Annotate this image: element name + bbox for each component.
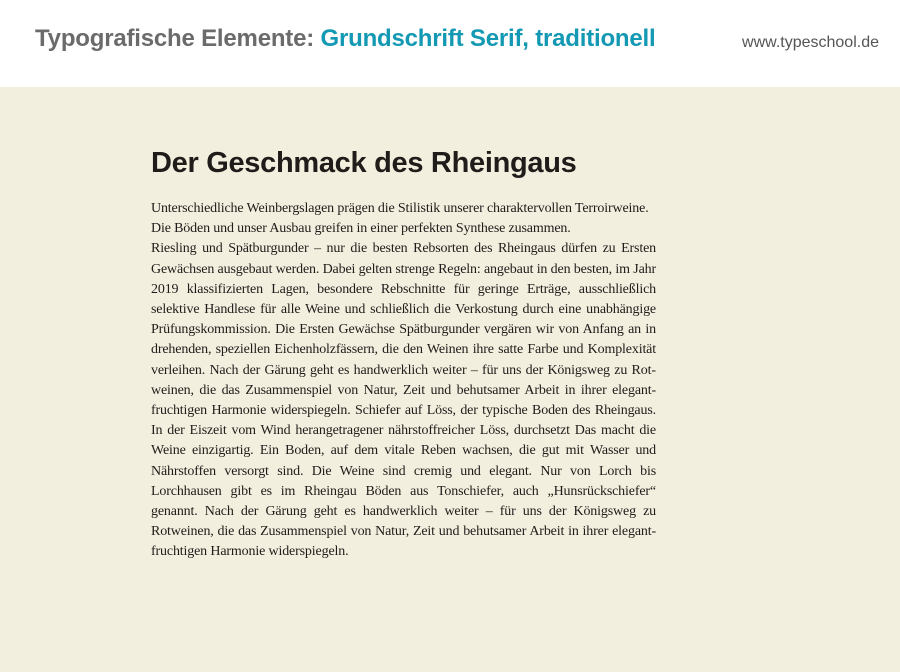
header-title-prefix: Typografische Elemente: [35,25,321,52]
header-title [35,24,655,54]
article-headline: Der Geschmack des Rheingaus [151,147,577,179]
header-bar [0,0,900,87]
article-paragraph-intro: Unterschiedliche Weinbergslagen prägen die Stilistik unserer charaktervollen Terroirweine. Die Böden und unser Ausbau greifen in einer perfekten Synthese zusammen. [151,201,649,237]
content-page [0,87,900,672]
article-paragraph-main: Riesling und Spätburgunder – nur die besten Rebsorten des Rheingaus dürfen zu Ersten Gewächsen ausgebaut werden. Dabei gelten strenge Regeln: angebaut in den besten, im Jahr 2019 klassifizierten Lagen, besondere Rebschnitte für geringe Erträge, ausschließlich selektive Handlese für alle Weine und schließlich die Verkostung durch eine unabhängige Prüfungskommission. Die Ersten Gewächse Spätburgunder vergären wir von Anfang an in drehenden, speziellen Eichenholzfässern, die den Weinen ihre satte Farbe und Komplexität verleihen. Nach der Gärung geht es handwerklich weiter – für uns der Königsweg zu Rotweinen, die das Zusammenspiel von Natur, Zeit und behutsamer Arbeit in ihrer elegant-fruchtigen Harmonie widerspiegeln. Schiefer auf Löss, der typische Boden des Rheingaus. In der Eiszeit vom Wind herangetragener nährstoffreicher Löss, durchsetzt Das macht die Weine einzigartig. Ein Boden, auf dem vitale Reben wachsen, die gut mit Wasser und Nährstoffen versorgt sind. Die Weine sind cremig und elegant. Nur von Lorch bis Lorchhausen gibt es im Rheingau Böden aus Tonschiefer, auch „Hunsrückschiefer“ genannt. Nach der Gärung geht es handwerklich weiter – für uns der Königsweg zu Rotweinen, die das Zusammenspiel von Natur, Zeit und behutsamer Arbeit in ihrer elegant-fruchtigen Harmonie widerspiegeln. [151,241,656,560]
article-body [151,199,656,563]
header-title-accent: Grundschrift Serif, traditionell [320,25,656,52]
website-url: www.typeschool.de [742,34,879,51]
